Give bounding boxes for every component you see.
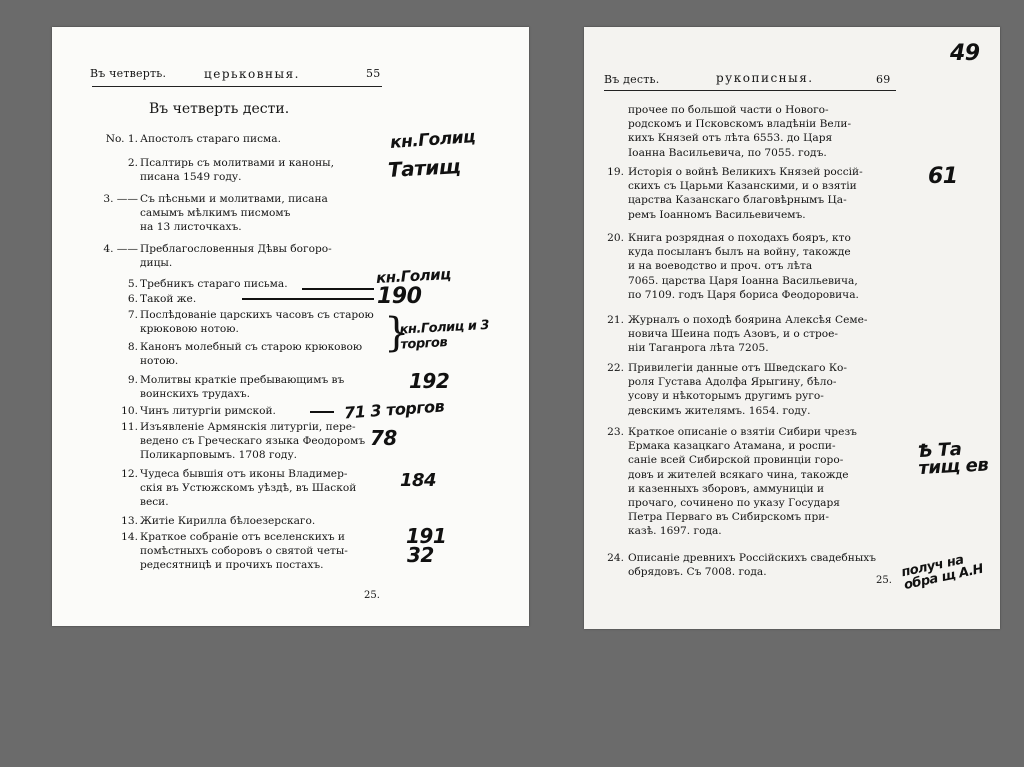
- entry-line: кихъ Князей отъ лѣта 6553. до Царя: [628, 132, 833, 145]
- entry-number: 9.: [127, 374, 138, 386]
- handwritten-note-12: 184: [400, 470, 437, 491]
- entry-number: 11.: [121, 421, 138, 433]
- entry-line: Съ пѣсньми и молитвами, писана: [140, 193, 328, 205]
- entry-line: Чинъ литургіи римской.: [140, 405, 276, 417]
- entry-line: Петра Перваго въ Сибирскомъ при-: [628, 511, 829, 524]
- entry-line: Описаніе древнихъ Россійскихъ свадебныхъ: [628, 552, 876, 564]
- entry-line: Молитвы краткіе пребывающимъ въ: [140, 374, 345, 386]
- header-rule: [604, 90, 896, 91]
- left-page: [52, 27, 529, 626]
- entry-line: Краткое собраніе отъ вселенскихъ и: [140, 531, 345, 543]
- entry-text: [628, 103, 896, 160]
- entry-line: ведено съ Греческаго языка Феодоромъ: [140, 435, 366, 448]
- entry-line: Апостолъ стараго писма.: [140, 133, 281, 145]
- entry-line: и на воеводство и проч. отъ лѣта: [628, 260, 813, 273]
- handwritten-note-23: Ѣ Та тищ ев: [917, 438, 989, 480]
- section-heading: Въ четверть дести.: [149, 101, 290, 117]
- handwritten-note-2: Татищ: [387, 154, 461, 182]
- entry-line: прочее по большой части о Новогo-: [628, 104, 829, 116]
- entry-text: [140, 132, 376, 146]
- entry-number: 22.: [607, 362, 624, 374]
- entry-text: [140, 373, 376, 401]
- handwritten-note-19: 61: [928, 164, 958, 189]
- entry-line: 7065. царства Царя Іоанна Васильевича,: [628, 274, 858, 287]
- handwritten-note-5: кн.Голиц: [375, 265, 452, 287]
- handwritten-dash-10: [310, 411, 334, 413]
- entry-number: 5.: [127, 278, 138, 290]
- entry-line: воинскихъ трудахъ.: [140, 388, 250, 401]
- entry-line: Канонъ молебный съ старою крюковою: [140, 341, 363, 353]
- entry-line: по 7109. годъ Царя бориса Феодоровича.: [628, 288, 859, 301]
- entry-line: роля Густава Адолфа Ярыгину, бѣло-: [628, 376, 837, 389]
- page-number: 69: [876, 73, 891, 86]
- entry-line: усову и нѣкоторымъ другимъ руго-: [628, 390, 824, 403]
- entry-text: [140, 467, 376, 510]
- entry-line: скія въ Устюжскомъ уѣздѣ, въ Шаской: [140, 482, 357, 495]
- entry-text: [140, 242, 376, 270]
- entry-line: Поликарповымъ. 1708 году.: [140, 449, 298, 462]
- entry-text: [628, 231, 896, 302]
- entry-number: 6.: [127, 293, 138, 305]
- entry-number: 2.: [127, 157, 138, 169]
- entry-text: [140, 192, 376, 235]
- entry-number: 19.: [607, 166, 624, 178]
- entry-number: 24.: [607, 552, 624, 564]
- entry-text: [140, 156, 376, 184]
- entry-number: 12.: [121, 468, 138, 480]
- handwritten-note-9: 192: [409, 369, 450, 393]
- handwritten-note-24: получ на обра щ А.Н: [900, 552, 985, 594]
- entry-line: прочаго, сочинено по указу Государя: [628, 497, 840, 510]
- entry-line: куда посыланъ былъ на войну, такожде: [628, 246, 851, 259]
- running-head-left: Въ десть.: [604, 73, 660, 86]
- entry-line: Привилегіи данные отъ Шведскаго Ко-: [628, 362, 848, 374]
- entry-number: 23.: [607, 426, 624, 438]
- entry-line: саніе всей Сибирской провинціи горо-: [628, 454, 844, 467]
- entry-line: довъ и жителей всякаго чина, такожде: [628, 468, 849, 481]
- entry-text: [628, 313, 896, 356]
- entry-line: ніи Таганрога лѣта 7205.: [628, 342, 769, 355]
- right-page: [584, 27, 1000, 629]
- entry-text: [140, 420, 376, 463]
- entry-text: [140, 340, 376, 368]
- handwritten-note-14: 32: [407, 543, 434, 567]
- handwritten-note-10: 71 3 торгов: [343, 396, 445, 423]
- entry-number: No. 1.: [105, 133, 138, 145]
- entry-line: ремъ Іоанномъ Васильевичемъ.: [628, 208, 806, 221]
- entry-number: 8.: [127, 341, 138, 353]
- entry-line: крюковою нотою.: [140, 323, 239, 336]
- entry-line: редесятницѣ и прочихъ постахъ.: [140, 559, 324, 572]
- running-head-title: церьковныя.: [204, 67, 300, 81]
- entry-line: Послѣдованіе царскихъ часовъ съ старою: [140, 309, 374, 321]
- entry-line: писана 1549 году.: [140, 171, 242, 184]
- handwritten-note-6: 190: [377, 284, 422, 309]
- handwritten-note-7-8: кн.Голиц и 3 торгов: [399, 317, 490, 353]
- entry-line: нотою.: [140, 355, 179, 368]
- entry-line: на 13 листочкахъ.: [140, 221, 242, 234]
- entry-line: самымъ мѣлкимъ писмомъ: [140, 207, 291, 220]
- entry-text: [628, 551, 896, 579]
- entry-line: Исторія о войнѣ Великихъ Князей россій-: [628, 166, 863, 178]
- entry-line: дицы.: [140, 257, 173, 270]
- handwritten-note-13: 191: [406, 524, 447, 548]
- entry-line: Требникъ стараго письма.: [140, 278, 288, 290]
- entry-line: царства Казанскаго благовѣрнымъ Ца-: [628, 194, 847, 207]
- entry-number: 20.: [607, 232, 624, 244]
- entry-text: [140, 308, 376, 336]
- entry-text: [628, 165, 896, 222]
- handwritten-brace: }: [384, 310, 410, 356]
- entry-line: Журналъ о походѣ боярина Алексѣя Семе-: [628, 314, 868, 326]
- entry-text: [140, 530, 376, 573]
- entry-line: Такой же.: [140, 293, 197, 305]
- entry-line: веси.: [140, 496, 169, 509]
- entry-text: [628, 361, 896, 418]
- entry-line: новича Шеина подъ Азовъ, и о строе-: [628, 328, 838, 341]
- entry-line: Чудеса бывшія отъ иконы Владимер-: [140, 468, 348, 480]
- catchword: 25.: [364, 590, 380, 601]
- handwritten-note-11: 78: [370, 426, 397, 450]
- entry-number: 4. ——: [103, 243, 138, 255]
- entry-line: Псалтирь съ молитвами и каноны,: [140, 157, 334, 169]
- entry-line: казѣ. 1697. года.: [628, 525, 722, 538]
- entry-line: Ермака казацкаго Атамана, и роспи-: [628, 440, 836, 453]
- entry-number: 10.: [121, 405, 138, 417]
- entry-line: Краткое описаніе о взятіи Сибири чрезъ: [628, 426, 857, 438]
- entry-line: Преблагословенныя Дѣвы богоро-: [140, 243, 332, 255]
- entry-line: Книга розрядная о походахъ бояръ, кто: [628, 232, 851, 244]
- entry-line: скихъ съ Царьми Казанскими, и о взятіи: [628, 180, 857, 193]
- entry-line: помѣстныхъ соборовъ о святой четы-: [140, 545, 348, 558]
- entry-text: [628, 425, 896, 539]
- handwritten-dash-6: [242, 298, 374, 300]
- entry-line: девскимъ жителямъ. 1654. году.: [628, 404, 811, 417]
- running-head-left: Въ четверть.: [90, 67, 167, 80]
- handwritten-dash-5: [302, 288, 374, 290]
- entry-number: 3. ——: [103, 193, 138, 205]
- entry-line: Житіе Кирилла бѣлоезерскаго.: [140, 515, 316, 527]
- entry-number: 14.: [121, 531, 138, 543]
- entry-line: обрядовъ. Съ 7008. года.: [628, 566, 767, 579]
- page-number: 55: [366, 67, 381, 80]
- catchword: 25.: [876, 575, 892, 586]
- entry-line: Іоанна Васильевича, по 7055. годъ.: [628, 146, 827, 159]
- entry-line: и казенныхъ зборовъ, аммуниціи и: [628, 482, 825, 495]
- handwritten-note-1: кн.Голиц: [389, 127, 476, 153]
- entry-number: 7.: [127, 309, 138, 321]
- entry-text: [140, 404, 376, 418]
- handwritten-corner-note: 49: [950, 41, 980, 66]
- entry-text: [140, 514, 376, 528]
- header-rule: [92, 86, 382, 87]
- entry-line: родскомъ и Псковскомъ владѣніи Вели-: [628, 118, 852, 131]
- entry-line: Изъявленіе Армянскія литургіи, пере-: [140, 421, 356, 433]
- entry-number: 21.: [607, 314, 624, 326]
- running-head-title: рукописныя.: [716, 71, 814, 85]
- entry-number: 13.: [121, 515, 138, 527]
